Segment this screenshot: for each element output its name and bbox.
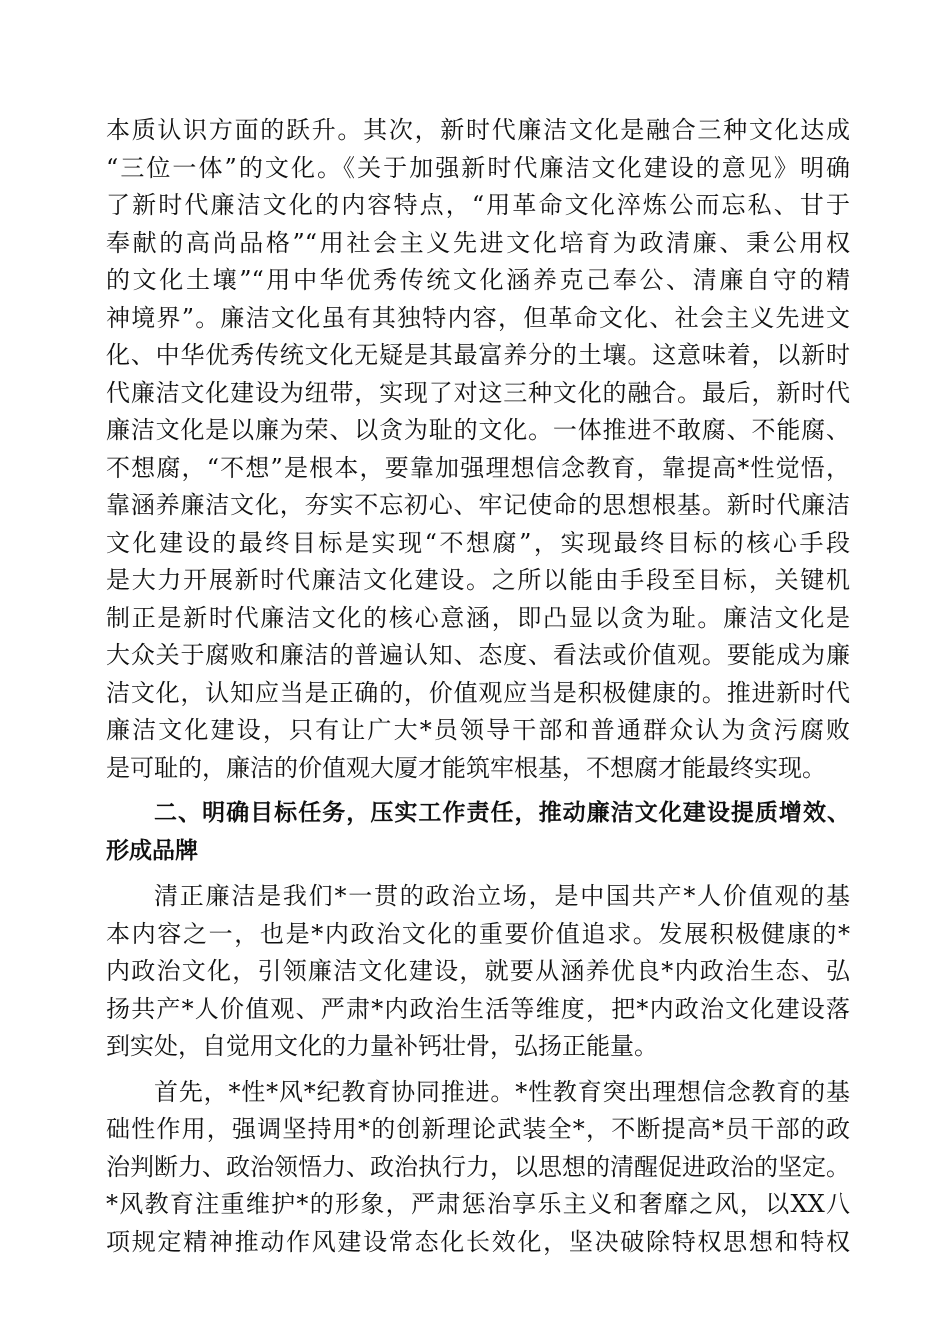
text-line: 扬共产*人价值观、严肃*内政治生活等维度，把*内政治文化建设落 xyxy=(106,994,850,1023)
text-line: 到实处，自觉用文化的力量补钙壮骨，弘扬正能量。 xyxy=(106,1032,658,1060)
text-line: 内政治文化，引领廉洁文化建设，就要从涵养优良*内政治生态、弘 xyxy=(106,957,850,985)
paragraph-3 xyxy=(106,1074,850,1262)
text-line: 靠涵养廉洁文化，夯实不忘初心、牢记使命的思想根基。新时代廉洁 xyxy=(106,491,850,519)
text-line: 本内容之一，也是*内政治文化的重要价值追求。发展积极健康的* xyxy=(106,919,850,948)
text-line: 洁文化，认知应当是正确的，价值观应当是积极健康的。推进新时代 xyxy=(106,678,850,707)
text-line: 了新时代廉洁文化的内容特点，“用革命文化淬炼公而忘私、甘于 xyxy=(106,191,850,219)
text-line: 首先，*性*风*纪教育协同推进。*性教育突出理想信念教育的基 xyxy=(154,1077,850,1106)
text-line: 大众关于腐败和廉洁的普遍认知、态度、看法或价值观。要能成为廉 xyxy=(106,641,850,669)
text-line: 的文化土壤”“用中华优秀传统文化涵养克己奉公、清廉自守的精 xyxy=(106,266,850,294)
text-line: 不想腐，“不想”是根本，要靠加强理想信念教育，靠提高*性觉悟， xyxy=(106,453,850,482)
text-line: 神境界”。廉洁文化虽有其独特内容，但革命文化、社会主义先进文 xyxy=(106,303,850,332)
text-line: 奉献的高尚品格”“用社会主义先进文化培育为政清廉、秉公用权 xyxy=(106,228,850,257)
text-line: 本质认识方面的跃升。其次，新时代廉洁文化是融合三种文化达成 xyxy=(106,116,850,144)
paragraph-2 xyxy=(106,878,850,1066)
text-line: 治判断力、政治领悟力、政治执行力，以思想的清醒促进政治的坚定。 xyxy=(106,1152,850,1181)
text-line: *风教育注重维护*的形象，严肃惩治享乐主义和奢靡之风，以XX八 xyxy=(106,1190,850,1218)
text-line: 代廉洁文化建设为纽带，实现了对这三种文化的融合。最后，新时代 xyxy=(106,378,850,407)
text-line: 础性作用，强调坚持用*的创新理论武装全*，不断提高*员干部的政 xyxy=(106,1115,850,1143)
text-line: 文化建设的最终目标是实现“不想腐”，实现最终目标的核心手段 xyxy=(106,528,850,557)
heading-line: 二、明确目标任务，压实工作责任，推动廉洁文化建设提质增效、 xyxy=(154,800,850,826)
text-line: “三位一体”的文化。《关于加强新时代廉洁文化建设的意见》明确 xyxy=(106,153,850,182)
text-line: 项规定精神推动作风建设常态化长效化，坚决破除特权思想和特权 xyxy=(106,1227,850,1256)
text-line: 廉洁文化建设，只有让广大*员领导干部和普通群众认为贪污腐败 xyxy=(106,716,850,744)
document-body xyxy=(106,112,850,1261)
text-line: 是大力开展新时代廉洁文化建设。之所以能由手段至目标，关键机 xyxy=(106,566,850,594)
section-heading xyxy=(106,795,850,870)
paragraph-1 xyxy=(106,112,850,787)
text-line: 化、中华优秀传统文化无疑是其最富养分的土壤。这意味着，以新时 xyxy=(106,341,850,369)
text-line: 廉洁文化是以廉为荣、以贪为耻的文化。一体推进不敢腐、不能腐、 xyxy=(106,416,850,444)
text-line: 清正廉洁是我们*一贯的政治立场，是中国共产*人价值观的基 xyxy=(154,882,850,910)
heading-line: 形成品牌 xyxy=(106,837,198,864)
text-line: 制正是新时代廉洁文化的核心意涵，即凸显以贪为耻。廉洁文化是 xyxy=(106,603,850,632)
text-line: 是可耻的，廉洁的价值观大厦才能筑牢根基，不想腐才能最终实现。 xyxy=(106,753,826,782)
